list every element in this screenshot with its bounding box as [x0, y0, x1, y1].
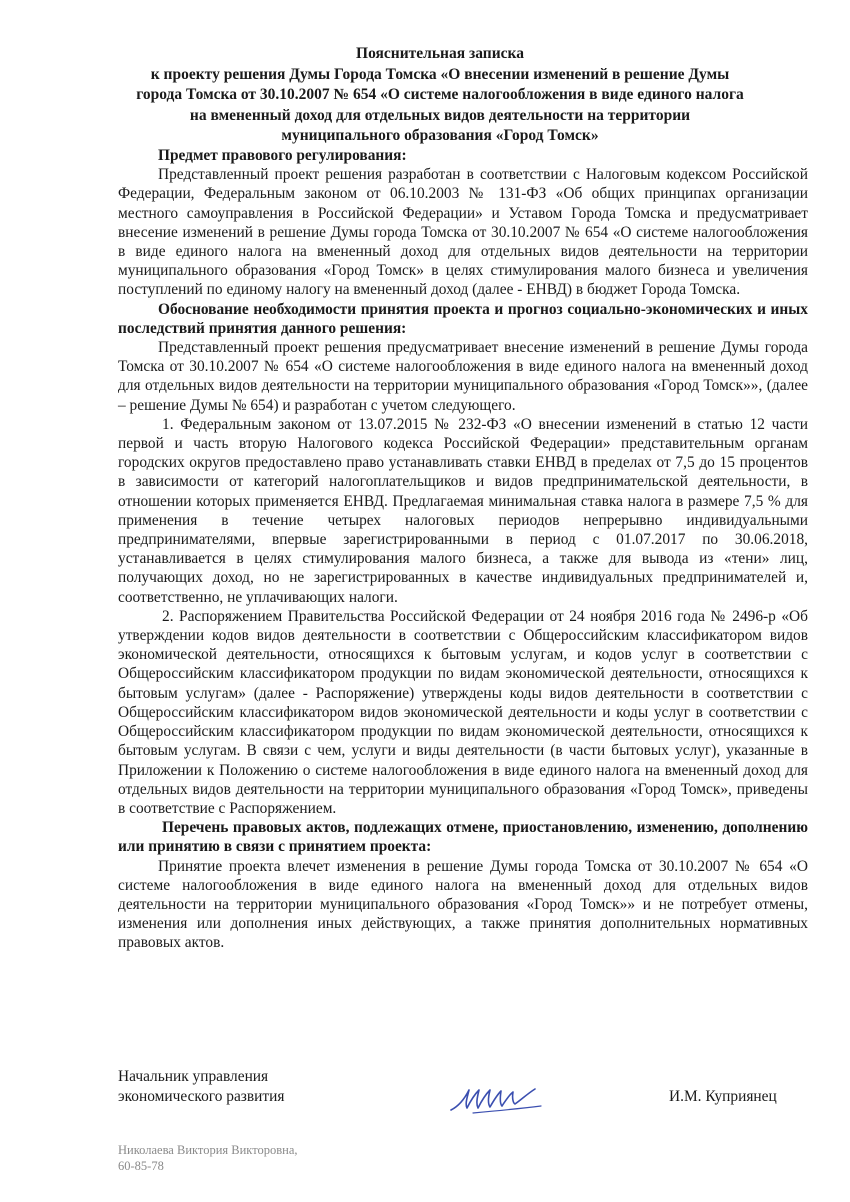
document-title — [100, 44, 780, 147]
document-body — [118, 146, 808, 953]
section-heading-rationale: Обоснование необходимости принятия проекта и прогноз социально-экономических и иных последствий принятия данного решения: — [118, 300, 808, 337]
handwritten-signature — [445, 1080, 555, 1120]
paragraph-item-1: 1. Федеральным законом от 13.07.2015 № 232-ФЗ «О внесении изменений в статью 12 части первой и часть вторую Налогового кодекса Российской Федерации» представительным органам городских округов предоставлено право устанавливать ставки ЕНВД в пределах от 7,5 до 15 процентов в зависимости от категорий налогоплательщиков и видов предпринимательской деятельности, в отношении которых применяется ЕНВД. Предлагаемая минимальная ставка налога в размере 7,5 % для применения в течение четырех налоговых периодов непрерывно индивидуальными предпринимателями, впервые зарегистрированными в период с 01.07.2017 по 30.06.2018, устанавливается в целях стимулирования малого бизнеса, а также для вывода из «тени» лиц, получающих доход, но не зарегистрированных в качестве индивидуальных предпринимателей и, соответственно, не уплачивающих налоги. — [118, 415, 808, 606]
executor-name: Николаева Виктория Викторовна, — [118, 1143, 298, 1157]
paragraph-item-2: 2. Распоряжением Правительства Российской Федерации от 24 ноября 2016 года № 2496-р «Об утверждении кодов видов деятельности в соответствии с Общероссийским классификатором видов экономической деятельности, относящихся к бытовым услугам, и кодов услуг в соответствии с Общероссийским классификатором продукции по видам экономической деятельности, относящихся к бытовым услугам» (далее - Распоряжение) утверждены коды видов деятельности в соответствии с Общероссийским классификатором видов экономической деятельности и коды услуг в соответствии с Общероссийским классификатором продукции по видам экономической деятельности, относящихся к бытовым услугам. В связи с чем, услуги и виды деятельности (в части бытовых услуг), указанные в Приложении к Положению о системе налогообложения в виде единого налога на вмененный доход для отдельных видов деятельности на территории муниципального образования «Город Томск», приведены в соответствие с Распоряжением. — [118, 607, 808, 817]
title-line: на вмененный доход для отдельных видов деятельности на территории — [189, 106, 691, 124]
paragraph-rationale: Представленный проект решения предусматривает внесение изменений в решение Думы города Томска от 30.10.2007 № 654 «О системе налогообложения в виде единого налога на вмененный доход для отдельных видов деятельности на территории муниципального образования «Город Томск»», (далее – решение Думы № 654) и разработан с учетом следующего. — [118, 339, 808, 414]
section-heading-subject: Предмет правового регулирования: — [158, 147, 407, 164]
paragraph-subject: Представленный проект решения разработан в соответствии с Налоговым кодексом Российской Федерации, Федеральным законом от 06.10.2003 № 131-ФЗ «Об общих принципах организации местного самоуправления в Российской Федерации» и Уставом Города Томска и предусматривает внесение изменений в решение Думы города Томска от 30.10.2007 № 654 «О системе налогообложения в виде единого налога на вмененный доход для отдельных видов деятельности на территории муниципального образования «Город Томск» в целях стимулирования малого бизнеса и увеличения поступлений по единому налогу на вмененный доход (далее - ЕНВД) в бюджет Города Томска. — [118, 166, 808, 299]
section-heading-acts: Перечень правовых актов, подлежащих отмене, приостановлению, изменению, дополнению или принятию в связи с принятием проекта: — [118, 819, 808, 856]
title-line: города Томска от 30.10.2007 № 654 «О системе налогообложения в виде единого налога — [136, 86, 744, 103]
title-line: Пояснительная записка — [356, 45, 524, 62]
signer-position-line2: экономического развития — [118, 1088, 285, 1105]
executor-footer — [118, 1142, 298, 1174]
title-line: муниципального образования «Город Томск» — [281, 127, 599, 144]
paragraph-acts: Принятие проекта влечет изменения в решение Думы города Томска от 30.10.2007 № 654 «О системе налогообложения в виде единого налога на вмененный доход для отдельных видов деятельности на территории муниципального образования «Город Томск»» и не потребует отмены, изменения или дополнения иных действующих, а также принятия дополнительных нормативных правовых актов. — [118, 857, 808, 952]
executor-phone: 60-85-78 — [118, 1159, 164, 1173]
signer-name: И.М. Куприянец — [669, 1088, 777, 1105]
title-line: к проекту решения Думы Города Томска «О внесении изменений в решение Думы — [150, 65, 730, 83]
signer-position-line1: Начальник управления — [118, 1068, 269, 1085]
